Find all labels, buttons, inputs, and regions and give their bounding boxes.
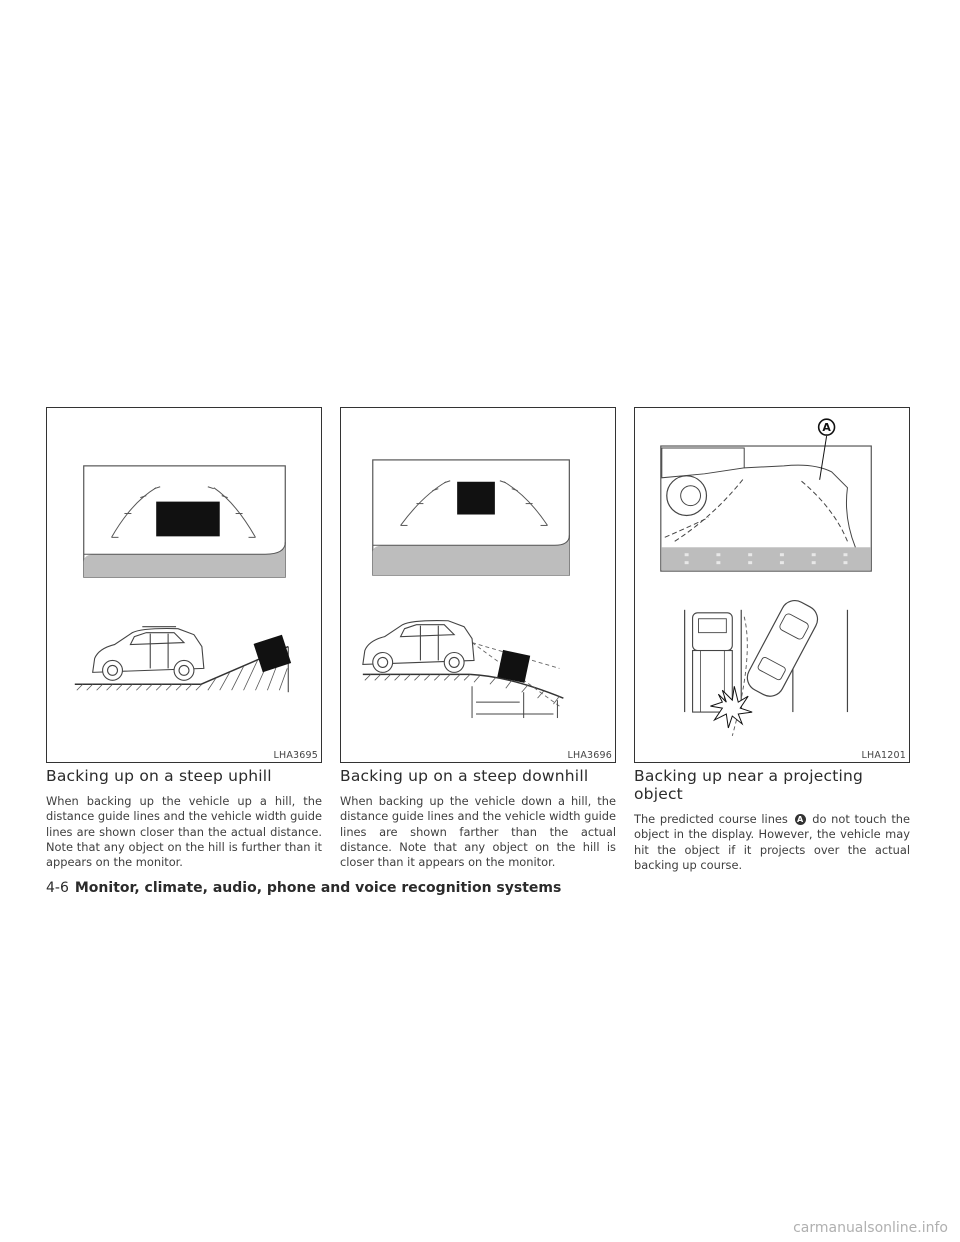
section-heading: Backing up near a projecting object	[634, 767, 864, 803]
callout-a-label: A	[822, 421, 831, 435]
section-projecting-object	[634, 767, 910, 873]
figure-code: LHA3696	[567, 750, 612, 761]
page-number: 4-6	[46, 880, 69, 896]
section-downhill	[340, 767, 616, 870]
section-body	[634, 812, 910, 873]
section-title: Monitor, climate, audio, phone and voice recognition systems	[74, 880, 562, 896]
figure-code: LHA1201	[861, 750, 906, 761]
figure-projecting-object	[634, 407, 910, 763]
watermark: carmanualsonline.info	[793, 1220, 948, 1236]
section-uphill	[46, 767, 322, 870]
section-heading: Backing up on a steep uphill	[46, 767, 272, 785]
uphill-illustration	[47, 408, 321, 762]
body-text-before: The predicted course lines	[634, 812, 788, 826]
body-text-after: do not touch the object in the display. However, the vehicle may hit the object if it projects over the actual backing up course.	[634, 812, 911, 872]
callout-a-icon: A	[795, 814, 806, 825]
section-body: When backing up the vehicle down a hill, the distance guide lines and the vehicle width guide lines are shown farther than the actual distance. Note that any object on the hill is closer than it appears on the monitor.	[340, 794, 616, 870]
figure-uphill	[46, 407, 322, 763]
page-footer	[46, 880, 561, 896]
figure-downhill	[340, 407, 616, 763]
section-body: When backing up the vehicle up a hill, the distance guide lines and the vehicle width guide lines are shown closer than the actual distance. Note that any object on the hill is further than it appears on the monitor.	[46, 794, 322, 870]
projecting-object-illustration	[635, 408, 909, 762]
section-heading: Backing up on a steep downhill	[340, 767, 589, 785]
downhill-illustration	[341, 408, 615, 762]
figure-code: LHA3695	[273, 750, 318, 761]
